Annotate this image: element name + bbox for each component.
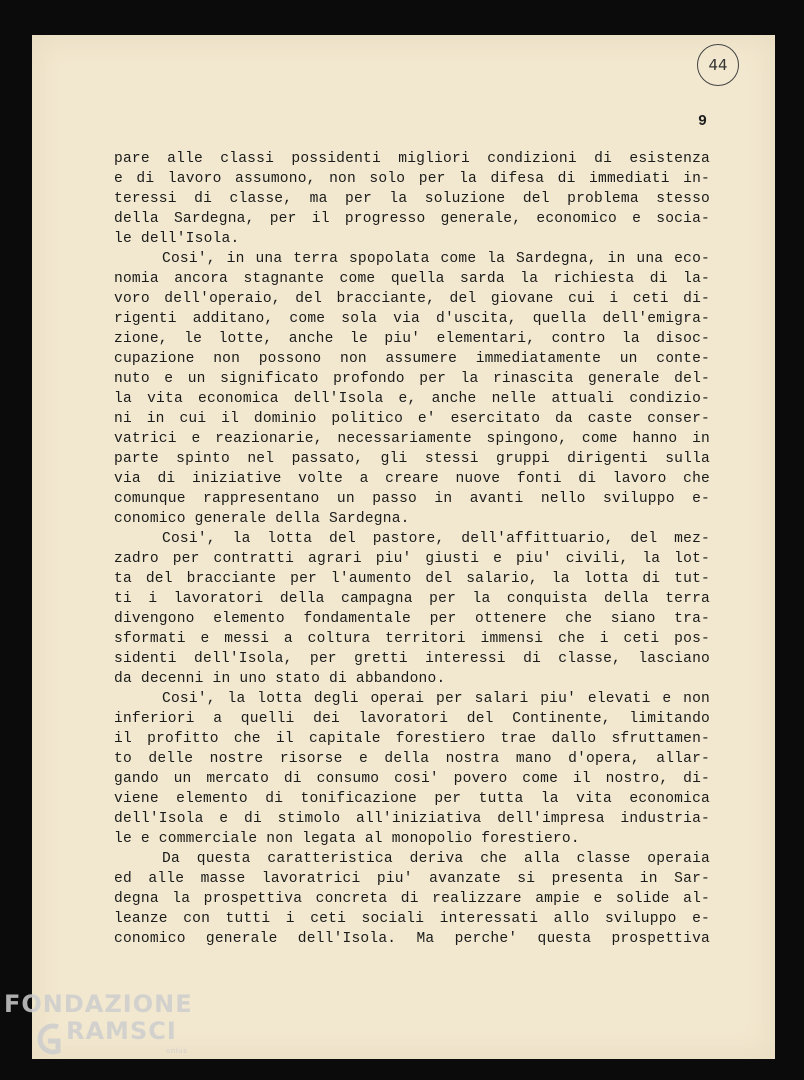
text-line: degna la prospettiva concreta di realizzare ampie e solide al- (114, 891, 710, 907)
paragraph (114, 529, 710, 689)
text-line: to delle nostre risorse e della nostra mano d'opera, allar- (114, 751, 710, 767)
archive-number: 44 (708, 56, 728, 74)
text-line: conomico generale dell'Isola. Ma perche' questa prospettiva (114, 931, 710, 947)
text-line: zadro per contratti agrari piu' giusti e piu' civili, la lot- (114, 551, 710, 567)
gramsci-g-logo-icon (32, 1021, 62, 1057)
text-line: Cosi', la lotta del pastore, dell'affittuario, del mez- (162, 531, 710, 547)
fondazione-gramsci-watermark (4, 990, 193, 1055)
text-line: parte spinto nel passato, gli stessi gruppi dirigenti sulla (114, 451, 710, 467)
text-line: viene elemento di tonificazione per tutta la vita economica (114, 791, 710, 807)
text-line: voro dell'operaio, del bracciante, del giovane cui i ceti di- (114, 291, 710, 307)
text-line: cupazione non possono non assumere immediatamente un conte- (114, 351, 710, 367)
text-line: pare alle classi possidenti migliori condizioni di esistenza (114, 151, 710, 167)
text-line: ta del bracciante per l'aumento del salario, la lotta di tut- (114, 571, 710, 587)
text-line: inferiori a quelli dei lavoratori del Continente, limitando (114, 711, 710, 727)
text-line: le dell'Isola. (114, 231, 240, 247)
paragraph (114, 149, 710, 249)
text-line: Cosi', la lotta degli operai per salari piu' elevati e non (162, 691, 710, 707)
text-line: divengono elemento fondamentale per ottenere che siano tra- (114, 611, 710, 627)
paragraph (114, 689, 710, 849)
text-line: zione, le lotte, anche le piu' elementari, contro la disoc- (114, 331, 710, 347)
text-line: conomico generale della Sardegna. (114, 511, 410, 527)
text-line: ti i lavoratori della campagna per la conquista della terra (114, 591, 710, 607)
text-line: leanze con tutti i ceti sociali interessati allo sviluppo e- (114, 911, 710, 927)
text-line: la vita economica dell'Isola e, anche nelle attuali condizio- (114, 391, 710, 407)
text-line: sidenti dell'Isola, per gretti interessi di classe, lasciano (114, 651, 710, 667)
page-number: 9 (698, 113, 708, 130)
text-line: sformati e messi a coltura territori immensi che i ceti pos- (114, 631, 710, 647)
text-line: e di lavoro assumono, non solo per la difesa di immediati in- (114, 171, 710, 187)
text-line: Da questa caratteristica deriva che alla classe operaia (162, 851, 710, 867)
watermark-sub: onlus (166, 1047, 188, 1055)
text-line: nuto e un significato profondo per la rinascita generale del- (114, 371, 710, 387)
text-line: nomia ancora stagnante come quella sarda la richiesta di la- (114, 271, 710, 287)
text-line: rigenti additano, come sola via d'uscita, quella dell'emigra- (114, 311, 710, 327)
body-text (114, 149, 710, 949)
text-line: le e commerciale non legata al monopolio forestiero. (114, 831, 580, 847)
text-line: gando un mercato di consumo cosi' povero come il nostro, di- (114, 771, 710, 787)
watermark-line1: FONDAZIONE (4, 990, 193, 1018)
watermark-line2-wrap (4, 1019, 193, 1043)
watermark-line2: RAMSCI (66, 1017, 177, 1045)
text-line: Cosi', in una terra spopolata come la Sardegna, in una eco- (162, 251, 710, 267)
text-line: via di iniziative volte a creare nuove fonti di lavoro che (114, 471, 710, 487)
text-line: ni in cui il dominio politico e' esercitato da caste conser- (114, 411, 710, 427)
paragraph (114, 249, 710, 529)
text-line: teressi di classe, ma per la soluzione del problema stesso (114, 191, 710, 207)
text-line: comunque rappresentano un passo in avanti nello sviluppo e- (114, 491, 710, 507)
text-line: da decenni in uno stato di abbandono. (114, 671, 446, 687)
text-line: ed alle masse lavoratrici piu' avanzate si presenta in Sar- (114, 871, 710, 887)
text-line: il profitto che il capitale forestiero trae dallo sfruttamen- (114, 731, 710, 747)
text-line: della Sardegna, per il progresso generale, economico e socia- (114, 211, 710, 227)
text-line: vatrici e reazionarie, necessariamente spingono, come hanno in (114, 431, 710, 447)
text-line: dell'Isola e di stimolo all'iniziativa dell'impresa industria- (114, 811, 710, 827)
paragraph (114, 849, 710, 949)
archive-number-stamp (697, 44, 739, 86)
